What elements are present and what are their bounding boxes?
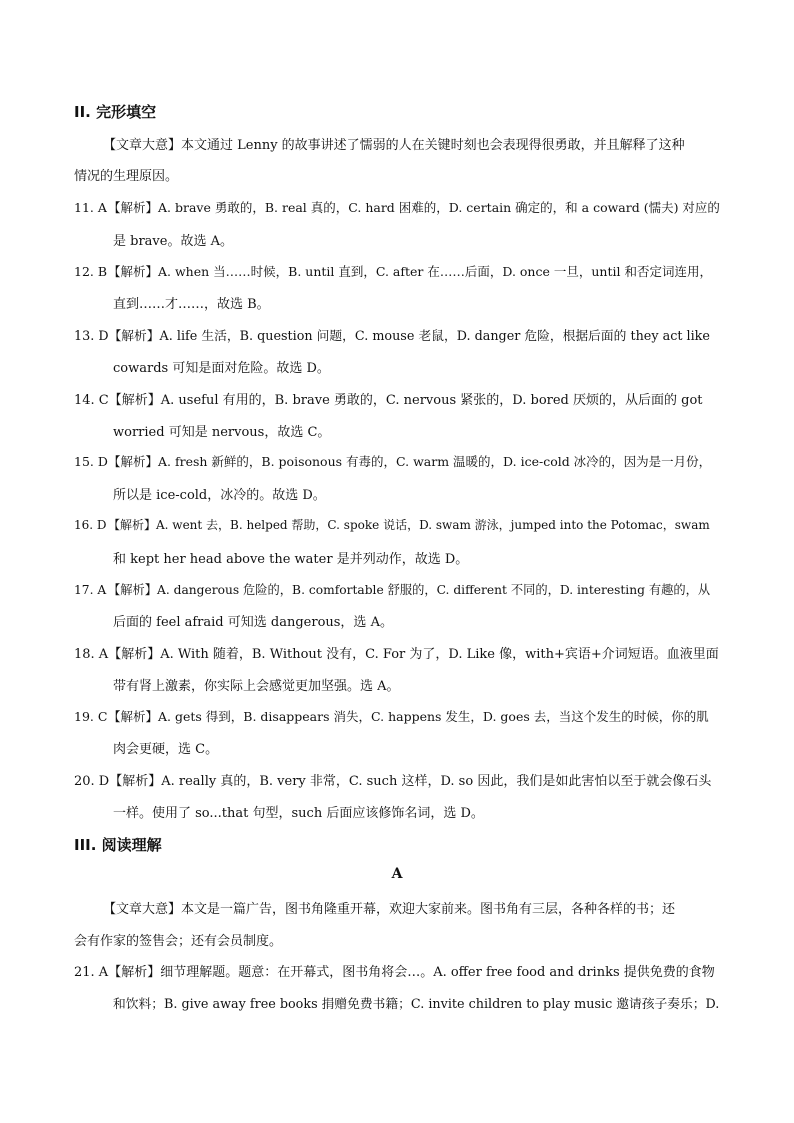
answer-explanation-line: 【解析】A. when 当……时候，B. until 直到，C. after 在……后面，D. once 一旦，until 和否定词连用， xyxy=(108,264,712,279)
answer-explanation-line: 和饮料；B. give away free books 捐赠免费书籍；C. invite children to play music 邀请孩子奏乐；D. xyxy=(113,997,720,1012)
answer-number: 12. B xyxy=(74,264,108,279)
reading-summary-line-2: 会有作家的签售会；还有会员制度。 xyxy=(74,934,283,949)
answer-explanation-line: worried 可知是 nervous，故选 C。 xyxy=(113,425,331,440)
answer-explanation-line: cowards 可知是面对危险。故选 D。 xyxy=(113,361,330,376)
cloze-summary-line-1: 【文章大意】本文通过 Lenny 的故事讲述了懦弱的人在关键时刻也会表现得很勇敢，并且解释了这种 xyxy=(103,138,685,153)
answer-number: 17. A xyxy=(74,583,107,597)
answer-explanation-line: 一样。使用了 so...that 句型，such 后面应该修饰名词，选 D。 xyxy=(113,806,484,821)
answer-number: 20. D xyxy=(74,774,110,789)
answer-explanation-line: 【解析】A. gets 得到，B. disappears 消失，C. happens 发生，D. goes 去，当这个发生的时候，你的肌 xyxy=(108,709,709,724)
answer-number: 21. A xyxy=(74,965,109,980)
answer-number: 18. A xyxy=(74,647,109,662)
answer-explanation-line: 所以是 ice-cold，冰冷的。故选 D。 xyxy=(113,488,326,503)
answer-explanation-line: 【解析】A. fresh 新鲜的，B. poisonous 有毒的，C. warm 温暖的，D. ice-cold 冰冷的，因为是一月份， xyxy=(108,454,712,469)
answer-explanation-line: 和 kept her head above the water 是并列动作，故选 D。 xyxy=(113,552,469,567)
answer-number: 16. D xyxy=(74,518,107,532)
answer-explanation-line: 【解析】A. With 随着，B. Without 没有，C. For 为了，D. Like 像，with+宾语+介词短语。血液里面 xyxy=(108,647,719,662)
answer-explanation-line: 【解析】A. really 真的，B. very 非常，C. such 这样，D. so 因此，我们是如此害怕以至于就会像石头 xyxy=(109,774,712,789)
answer-explanation-line: 是 brave。故选 A。 xyxy=(113,234,233,249)
section-title-cloze: II. 完形填空 xyxy=(74,103,157,121)
answer-number: 14. C xyxy=(74,393,109,408)
answer-explanation-line: 【解析】细节理解题。题意：在开幕式，图书角将会…。A. offer free food and drinks 提供免费的食物 xyxy=(108,965,715,980)
answer-explanation-line: 【解析】A. life 生活，B. question 问题，C. mouse 老鼠，D. danger 危险，根据后面的 they act like xyxy=(108,329,710,344)
reading-summary-line-1: 【文章大意】本文是一篇广告，图书角隆重开幕，欢迎大家前来。图书角有三层，各种各样的书；还 xyxy=(103,902,676,917)
answer-explanation-line: 【解析】A. went 去，B. helped 帮助，C. spoke 说话，D. swam 游泳，jumped into the Potomac，swam xyxy=(108,518,710,532)
answer-number: 13. D xyxy=(74,329,109,344)
section-title-reading: III. 阅读理解 xyxy=(74,836,162,854)
cloze-summary-line-2: 情况的生理原因。 xyxy=(74,169,179,184)
answer-number: 15. D xyxy=(74,454,108,469)
answer-explanation-line: 带有肾上激素，你实际上会感觉更加坚强。选 A。 xyxy=(113,679,400,694)
answer-explanation-line: 肉会更硬，选 C。 xyxy=(113,742,219,757)
answer-number: 11. A xyxy=(74,200,107,215)
answer-explanation-line: 【解析】A. useful 有用的，B. brave 勇敢的，C. nervous 紧张的，D. bored 厌烦的，从后面的 got xyxy=(108,393,703,408)
passage-label-a: A xyxy=(391,866,403,882)
answer-explanation-line: 直到……才……，故选 B。 xyxy=(113,297,270,312)
answer-explanation-line: 后面的 feel afraid 可知选 dangerous，选 A。 xyxy=(113,615,393,630)
answer-explanation-line: 【解析】A. dangerous 危险的，B. comfortable 舒服的，C. different 不同的，D. interesting 有趣的，从 xyxy=(108,583,711,597)
answer-explanation-line: 【解析】A. brave 勇敢的，B. real 真的，C. hard 困难的，D. certain 确定的，和 a coward (懦夫) 对应的 xyxy=(108,200,720,215)
answer-number: 19. C xyxy=(74,709,108,724)
